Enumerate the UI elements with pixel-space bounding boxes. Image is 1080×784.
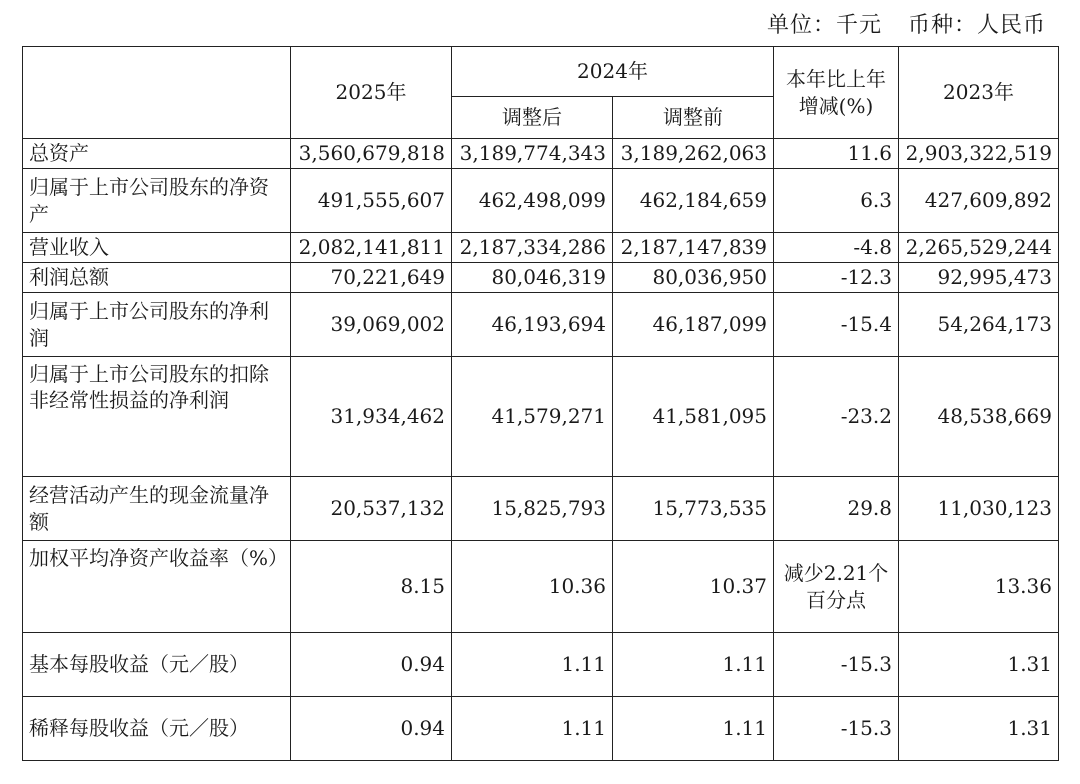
- header-2024: 2024年: [452, 47, 774, 97]
- row-label: 归属于上市公司股东的净利润: [23, 293, 291, 357]
- value-change: -15.3: [774, 697, 899, 761]
- value-2025: 70,221,649: [291, 263, 452, 293]
- table-row: [23, 357, 1059, 477]
- value-2025: 20,537,132: [291, 477, 452, 541]
- value-2023: 1.31: [899, 633, 1059, 697]
- table-row: [23, 169, 1059, 233]
- value-2025: 491,555,607: [291, 169, 452, 233]
- value-2024-adjusted: 462,498,099: [452, 169, 613, 233]
- value-2024-before: 1.11: [613, 697, 774, 761]
- currency-label: 币种：人民币: [907, 13, 1046, 38]
- row-label: 归属于上市公司股东的净资产: [23, 169, 291, 233]
- value-2025: 39,069,002: [291, 293, 452, 357]
- value-2024-before: 2,187,147,839: [613, 233, 774, 263]
- value-2025: 0.94: [291, 697, 452, 761]
- header-2023: 2023年: [899, 47, 1059, 139]
- value-2023: 11,030,123: [899, 477, 1059, 541]
- value-2024-adjusted: 1.11: [452, 633, 613, 697]
- table-row: [23, 139, 1059, 169]
- value-2024-adjusted: 80,046,319: [452, 263, 613, 293]
- value-2024-before: 80,036,950: [613, 263, 774, 293]
- row-label: 加权平均净资产收益率（%）: [23, 541, 291, 633]
- value-2024-adjusted: 46,193,694: [452, 293, 613, 357]
- table-row: [23, 633, 1059, 697]
- value-change: -12.3: [774, 263, 899, 293]
- value-2025: 3,560,679,818: [291, 139, 452, 169]
- value-2024-before: 462,184,659: [613, 169, 774, 233]
- table-row: [23, 697, 1059, 761]
- value-2023: 48,538,669: [899, 357, 1059, 477]
- header-change: [774, 47, 899, 139]
- value-2023: 1.31: [899, 697, 1059, 761]
- value-change: 减少2.21个百分点: [774, 541, 899, 633]
- value-2024-before: 41,581,095: [613, 357, 774, 477]
- header-item-blank: [23, 47, 291, 139]
- row-label: 稀释每股收益（元／股）: [23, 697, 291, 761]
- unit-currency-line: [767, 8, 1046, 39]
- table-row: [23, 263, 1059, 293]
- unit-label: 单位：千元: [766, 13, 882, 38]
- value-2024-before: 10.37: [613, 541, 774, 633]
- value-change: 6.3: [774, 169, 899, 233]
- value-change: -15.3: [774, 633, 899, 697]
- row-label: 归属于上市公司股东的扣除非经常性损益的净利润: [23, 357, 291, 477]
- value-2024-adjusted: 2,187,334,286: [452, 233, 613, 263]
- value-change: -23.2: [774, 357, 899, 477]
- table-row: [23, 477, 1059, 541]
- value-2023: 92,995,473: [899, 263, 1059, 293]
- value-2024-adjusted: 15,825,793: [452, 477, 613, 541]
- value-2024-adjusted: 1.11: [452, 697, 613, 761]
- header-2024-adjusted: 调整后: [452, 97, 613, 139]
- value-2025: 8.15: [291, 541, 452, 633]
- value-change: 29.8: [774, 477, 899, 541]
- table-row: [23, 293, 1059, 357]
- value-change: -4.8: [774, 233, 899, 263]
- value-2024-before: 46,187,099: [613, 293, 774, 357]
- row-label: 总资产: [23, 139, 291, 169]
- value-2024-adjusted: 3,189,774,343: [452, 139, 613, 169]
- value-2023: 2,903,322,519: [899, 139, 1059, 169]
- header-2024-before: 调整前: [613, 97, 774, 139]
- header-row-1: [23, 47, 1059, 97]
- row-label: 利润总额: [23, 263, 291, 293]
- value-change: -15.4: [774, 293, 899, 357]
- row-label: 经营活动产生的现金流量净额: [23, 477, 291, 541]
- row-label: 营业收入: [23, 233, 291, 263]
- value-2023: 427,609,892: [899, 169, 1059, 233]
- table-row: [23, 233, 1059, 263]
- value-2025: 0.94: [291, 633, 452, 697]
- row-label: 基本每股收益（元／股）: [23, 633, 291, 697]
- header-change-line1: 本年比上年: [786, 67, 886, 92]
- financial-data-table: [22, 46, 1059, 761]
- table-row: [23, 541, 1059, 633]
- value-2024-adjusted: 41,579,271: [452, 357, 613, 477]
- value-2025: 31,934,462: [291, 357, 452, 477]
- value-2025: 2,082,141,811: [291, 233, 452, 263]
- value-2024-before: 15,773,535: [613, 477, 774, 541]
- value-2023: 54,264,173: [899, 293, 1059, 357]
- value-2024-before: 3,189,262,063: [613, 139, 774, 169]
- header-2025: 2025年: [291, 47, 452, 139]
- value-2024-adjusted: 10.36: [452, 541, 613, 633]
- value-2023: 13.36: [899, 541, 1059, 633]
- header-change-line2: 增减(%): [798, 93, 874, 118]
- value-change: 11.6: [774, 139, 899, 169]
- value-2023: 2,265,529,244: [899, 233, 1059, 263]
- value-2024-before: 1.11: [613, 633, 774, 697]
